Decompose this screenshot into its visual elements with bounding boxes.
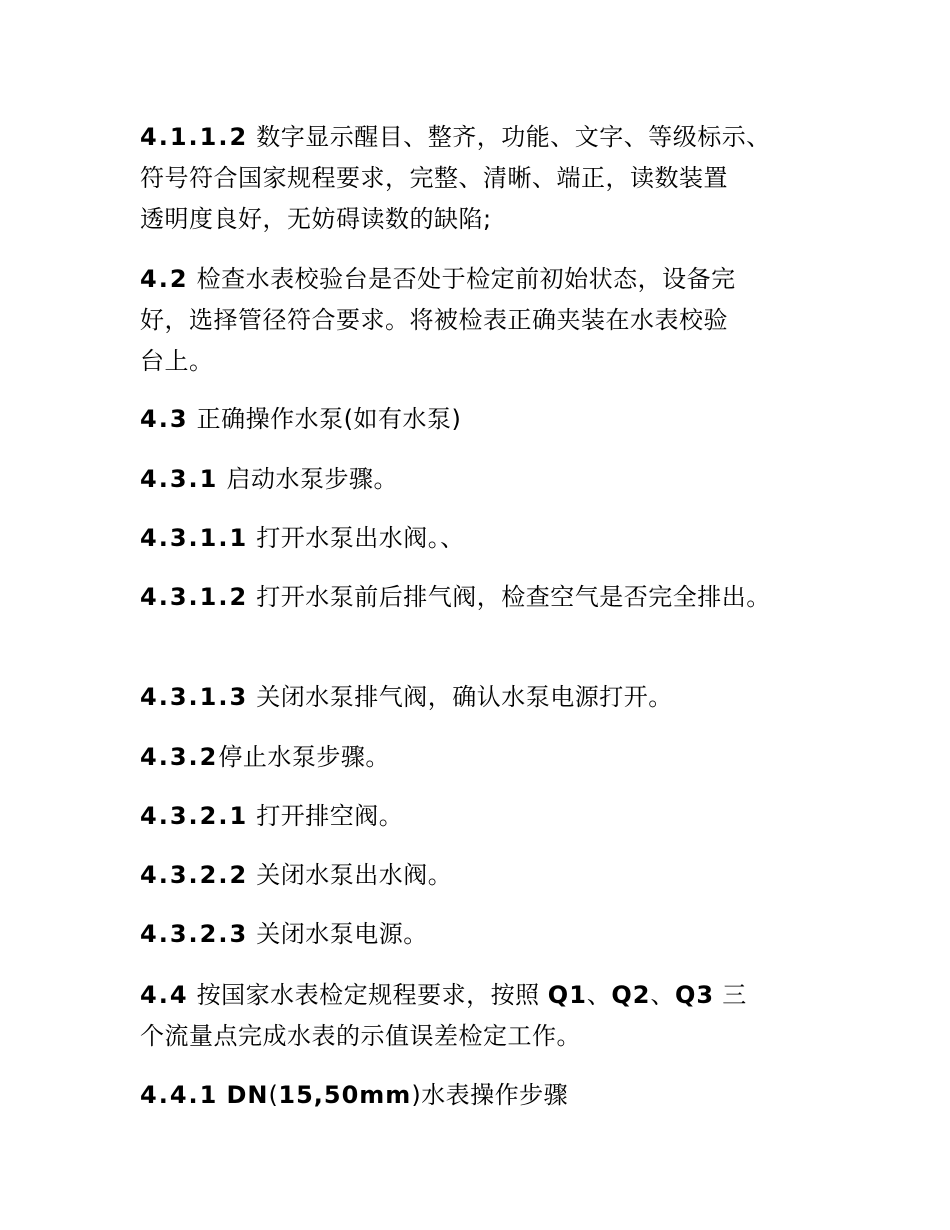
section-number: 4.4.1 xyxy=(140,1081,219,1109)
section-number: 4.3.1.3 xyxy=(140,683,249,711)
paragraph-4-1-1-2-line-3 xyxy=(140,204,492,234)
paragraph-4-3-2-2 xyxy=(140,860,452,890)
paragraph-text: 符号符合国家规程要求，完整、清晰、端正，读数装置 xyxy=(140,164,728,192)
section-number: 4.3.2 xyxy=(140,743,219,771)
section-number: 4.3 xyxy=(140,405,189,433)
diameter-range: 15,50mm xyxy=(278,1081,412,1109)
paragraph-text: 数字显示醒目、整齐，功能、文字、等级标示、 xyxy=(256,123,771,151)
paren-close: ) xyxy=(411,1081,422,1109)
section-number: 4.3.2.3 xyxy=(140,920,249,948)
paragraph-text: 检查水表校验台是否处于检定前初始状态，设备完 xyxy=(196,265,736,293)
separator: 、 xyxy=(650,981,676,1009)
paragraph-4-2-line-3 xyxy=(140,346,214,376)
paragraph-text: 台上。 xyxy=(140,347,214,375)
paren-open: ( xyxy=(268,1081,279,1109)
paragraph-text: 关闭水泵电源。 xyxy=(256,920,428,948)
paragraph-4-4-1 xyxy=(140,1080,568,1110)
flow-point-q3: Q3 xyxy=(675,981,715,1009)
paragraph-4-3-1 xyxy=(140,464,398,494)
section-number: 4.2 xyxy=(140,265,189,293)
paragraph-text: 打开水泵前后排气阀，检查空气是否完全排出。 xyxy=(256,583,771,611)
paragraph-text: 个流量点完成水表的示值误差检定工作。 xyxy=(140,1022,581,1050)
separator: 、 xyxy=(586,981,612,1009)
section-number: 4.3.2.2 xyxy=(140,861,249,889)
paragraph-4-4-line-1 xyxy=(140,980,747,1010)
paragraph-text: 停止水泵步骤。 xyxy=(218,743,390,771)
section-number: 4.3.1.1 xyxy=(140,524,249,552)
paragraph-text: 三 xyxy=(722,981,747,1009)
paragraph-text: 水表操作步骤 xyxy=(421,1081,569,1109)
section-number: 4.4 xyxy=(140,981,189,1009)
paragraph-text: 透明度良好，无妨碍读数的缺陷; xyxy=(140,205,492,233)
paragraph-4-1-1-2-line-1 xyxy=(140,122,771,152)
paragraph-text: 按国家水表检定规程要求，按照 xyxy=(196,981,540,1009)
paragraph-4-3-1-3 xyxy=(140,682,673,712)
paragraph-4-3-1-1 xyxy=(140,523,465,553)
paragraph-4-2-line-1 xyxy=(140,264,736,294)
paragraph-text: 好，选择管径符合要求。将被检表正确夹装在水表校验 xyxy=(140,306,728,334)
paragraph-text: 启动水泵步骤。 xyxy=(226,465,398,493)
dn-label: DN xyxy=(226,1081,269,1109)
paragraph-4-3-1-2 xyxy=(140,582,771,612)
paragraph-4-3-2 xyxy=(140,742,390,772)
section-number: 4.3.2.1 xyxy=(140,802,249,830)
section-number: 4.3.1.2 xyxy=(140,583,249,611)
paragraph-text: 关闭水泵出水阀。 xyxy=(256,861,453,889)
paragraph-text: 打开水泵出水阀。、 xyxy=(256,524,465,552)
paragraph-text: 关闭水泵排气阀，确认水泵电源打开。 xyxy=(256,683,673,711)
paragraph-4-3-2-3 xyxy=(140,919,428,949)
paragraph-4-1-1-2-line-2 xyxy=(140,163,728,193)
paragraph-text: 正确操作水泵(如有水泵) xyxy=(196,405,462,433)
paragraph-4-3 xyxy=(140,404,461,434)
paragraph-4-2-line-2 xyxy=(140,305,728,335)
section-number: 4.1.1.2 xyxy=(140,123,249,151)
flow-point-q2: Q2 xyxy=(611,981,651,1009)
paragraph-4-4-line-2 xyxy=(140,1021,581,1051)
paragraph-4-3-2-1 xyxy=(140,801,403,831)
paragraph-text: 打开排空阀。 xyxy=(256,802,404,830)
flow-point-q1: Q1 xyxy=(547,981,587,1009)
section-number: 4.3.1 xyxy=(140,465,219,493)
